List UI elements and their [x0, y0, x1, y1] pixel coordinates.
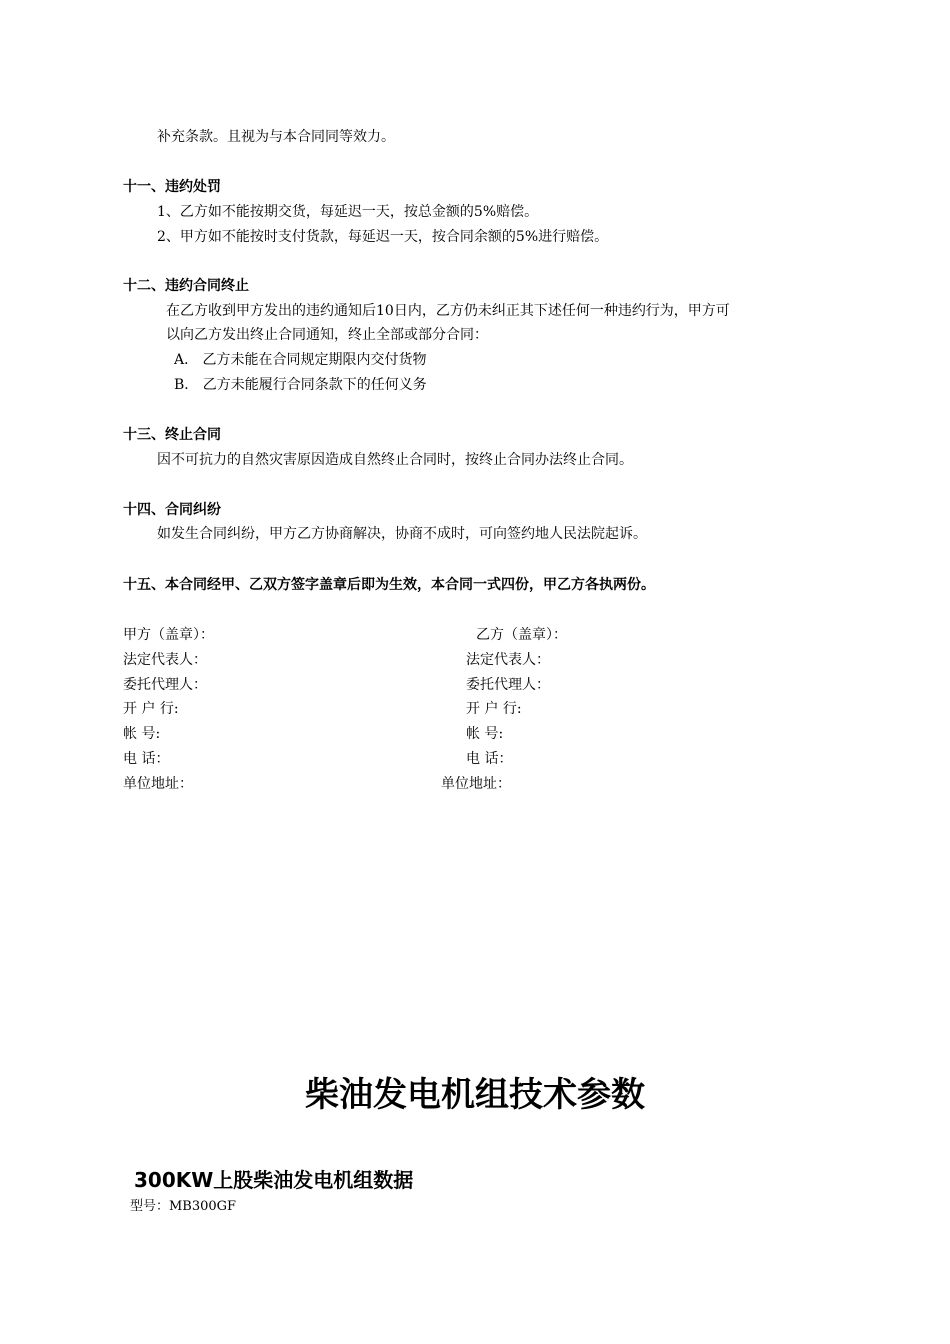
- section-13-heading: 十三、终止合同: [123, 427, 221, 443]
- party-a-legal-rep-label: 法定代表人：: [123, 652, 207, 668]
- spec-subtitle: 300KW上股柴油发电机组数据: [134, 1168, 414, 1192]
- section-12-item-a: A． 乙方未能在合同规定期限内交付货物: [174, 352, 427, 368]
- party-b-phone-label: 电 话：: [466, 751, 513, 767]
- party-a-agent-label: 委托代理人：: [123, 677, 207, 693]
- section-13-text: 因不可抗力的自然灾害原因造成自然终止合同时，按终止合同办法终止合同。: [157, 452, 633, 468]
- party-b-account-label: 帐 号:: [466, 726, 504, 742]
- section-12-item-b: B． 乙方未能履行合同条款下的任何义务: [174, 377, 427, 393]
- section-12-paragraph-line-1: 在乙方收到甲方发出的违约通知后10日内，乙方仍未纠正其下述任何一种违约行为，甲方可: [166, 303, 730, 319]
- party-b-legal-rep-label: 法定代表人：: [466, 652, 550, 668]
- party-b-seal-label: 乙方（盖章）：: [476, 627, 567, 643]
- section-12-paragraph-line-2: 以向乙方发出终止合同通知，终止全部或部分合同：: [166, 327, 488, 343]
- party-b-address-label: 单位地址：: [441, 776, 511, 792]
- section-11-item-1: 1、乙方如不能按期交货，每延迟一天，按总金额的5%赔偿。: [157, 204, 539, 220]
- section-14-heading: 十四、合同纠纷: [123, 502, 221, 518]
- section-15-heading: 十五、本合同经甲、乙双方签字盖章后即为生效，本合同一式四份，甲乙方各执两份。: [123, 577, 655, 593]
- spec-title: 柴油发电机组技术参数: [305, 1075, 645, 1115]
- party-b-agent-label: 委托代理人：: [466, 677, 550, 693]
- party-a-account-label: 帐 号:: [123, 726, 161, 742]
- party-b-bank-label: 开 户 行:: [466, 701, 522, 717]
- spec-model: 型号：MB300GF: [130, 1199, 237, 1214]
- party-a-seal-label: 甲方（盖章）：: [123, 627, 214, 643]
- section-12-heading: 十二、违约合同终止: [123, 278, 249, 294]
- continuation-text: 补充条款。且视为与本合同同等效力。: [157, 129, 395, 145]
- party-a-address-label: 单位地址：: [123, 776, 193, 792]
- section-11-item-2: 2、甲方如不能按时支付货款，每延迟一天，按合同余额的5%进行赔偿。: [157, 229, 609, 245]
- party-a-bank-label: 开 户 行:: [123, 701, 179, 717]
- section-11-heading: 十一、违约处罚: [123, 179, 221, 195]
- section-14-text: 如发生合同纠纷，甲方乙方协商解决，协商不成时，可向签约地人民法院起诉。: [157, 526, 647, 542]
- party-a-phone-label: 电 话：: [123, 751, 170, 767]
